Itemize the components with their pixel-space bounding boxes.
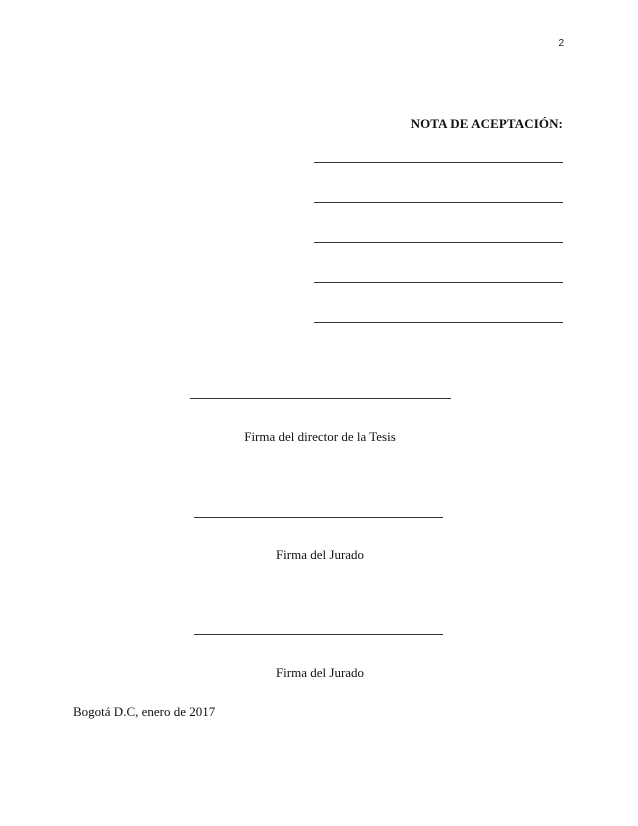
acceptance-blank-line-1	[314, 162, 563, 163]
acceptance-blank-line-5	[314, 322, 563, 323]
acceptance-blank-line-2	[314, 202, 563, 203]
jury-signature-line-2	[194, 634, 443, 635]
director-signature-line	[190, 398, 451, 399]
page-number: 2	[558, 38, 564, 49]
acceptance-blank-line-4	[314, 282, 563, 283]
director-signature-caption: Firma del director de la Tesis	[244, 429, 396, 444]
jury-signature-caption-1: Firma del Jurado	[275, 547, 365, 562]
jury-signature-caption-2: Firma del Jurado	[275, 665, 365, 680]
jury-signature-line-1	[194, 517, 443, 518]
place-and-date: Bogotá D.C, enero de 2017	[73, 704, 216, 719]
acceptance-title: NOTA DE ACEPTACIÓN:	[410, 116, 563, 131]
acceptance-blank-line-3	[314, 242, 563, 243]
